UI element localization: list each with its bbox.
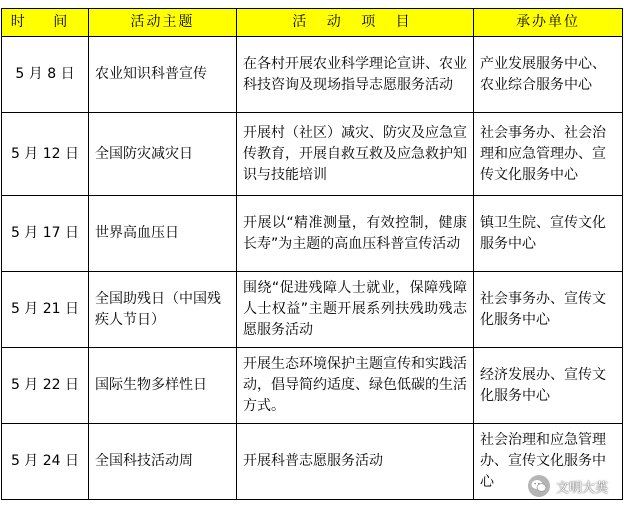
table-row xyxy=(2,37,623,113)
theme-cell: 国际生物多样性日 xyxy=(89,348,237,424)
theme-cell: 世界高血压日 xyxy=(89,196,237,272)
theme-cell: 全国助残日（中国残疾人节日） xyxy=(89,272,237,348)
org-cell: 社会治理和应急管理办、宣传文化服务中心 xyxy=(474,424,623,500)
date-cell: 5 月 21 日 xyxy=(2,272,89,348)
item-cell: 开展以“精准测量，有效控制，健康长寿”为主题的高血压科普宣传活动 xyxy=(237,196,474,272)
org-cell: 社会事务办、社会治理和应急管理办、宣传文化服务中心 xyxy=(474,113,623,196)
table-row xyxy=(2,196,623,272)
header-time: 时 间 xyxy=(2,9,89,37)
table-row xyxy=(2,113,623,196)
table-row xyxy=(2,272,623,348)
header-theme: 活动主题 xyxy=(89,9,237,37)
watermark xyxy=(528,475,608,497)
watermark-label: 文明大英 xyxy=(555,480,608,496)
theme-cell: 全国防灾减灾日 xyxy=(89,113,237,196)
org-cell: 经济发展办、宣传文化服务中心 xyxy=(474,348,623,424)
date-cell: 5 月 8 日 xyxy=(2,37,89,113)
item-cell: 开展生态环境保护主题宣传和实践活动，倡导简约适度、绿色低碳的生活方式。 xyxy=(237,348,474,424)
item-cell: 开展村（社区）减灾、防灾及应急宣传教育，开展自救互救及应急救护知识与技能培训 xyxy=(237,113,474,196)
org-cell: 产业发展服务中心、农业综合服务中心 xyxy=(474,37,623,113)
item-cell: 在各村开展农业科学理论宣讲、农业科技咨询及现场指导志愿服务活动 xyxy=(237,37,474,113)
date-cell: 5 月 22 日 xyxy=(2,348,89,424)
item-cell: 围绕“促进残障人士就业，保障残障人士权益”主题开展系列扶残助残志愿服务活动 xyxy=(237,272,474,348)
org-cell: 社会事务办、宣传文化服务中心 xyxy=(474,272,623,348)
date-cell: 5 月 24 日 xyxy=(2,424,89,500)
table-row xyxy=(2,348,623,424)
header-org: 承办单位 xyxy=(474,9,623,37)
date-cell: 5 月 12 日 xyxy=(2,113,89,196)
header-row xyxy=(2,9,623,37)
date-cell: 5 月 17 日 xyxy=(2,196,89,272)
wechat-icon xyxy=(528,475,550,497)
schedule-table xyxy=(1,8,623,500)
theme-cell: 全国科技活动周 xyxy=(89,424,237,500)
header-item: 活 动 项 目 xyxy=(237,9,474,37)
theme-cell: 农业知识科普宣传 xyxy=(89,37,237,113)
item-cell: 开展科普志愿服务活动 xyxy=(237,424,474,500)
org-cell: 镇卫生院、宣传文化服务中心 xyxy=(474,196,623,272)
